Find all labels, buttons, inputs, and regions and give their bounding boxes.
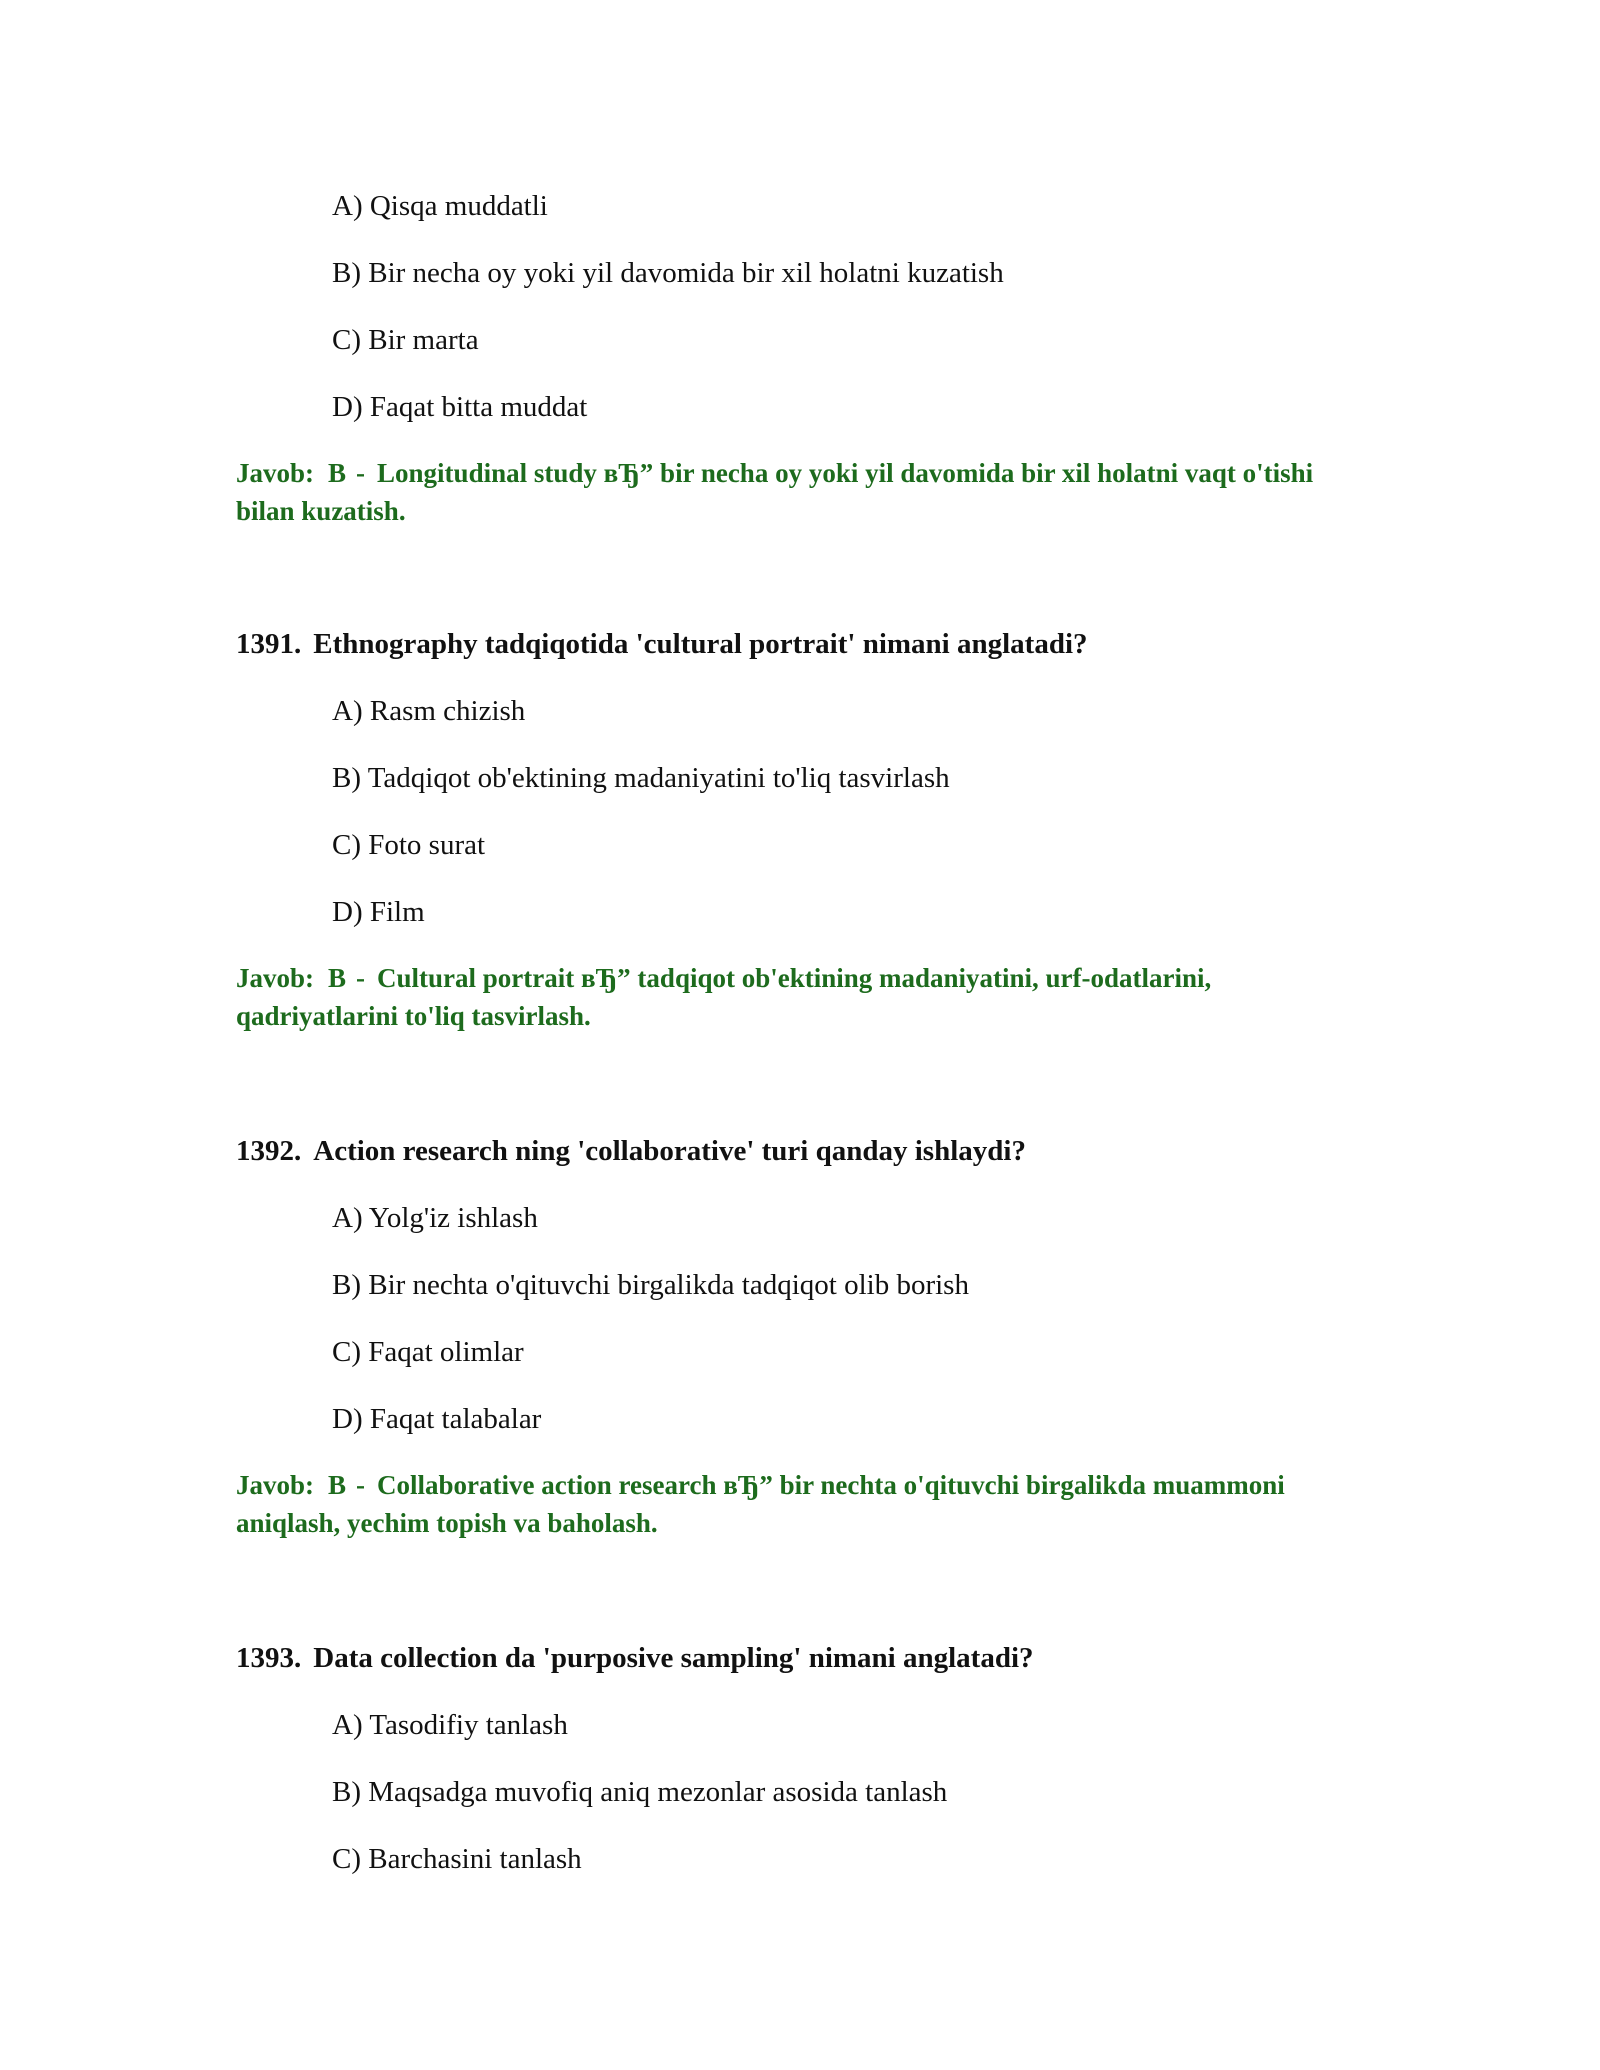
- question-text: Action research ning 'collaborative' turi qanday ishlaydi?: [313, 1135, 1026, 1167]
- question-title: [236, 1133, 1026, 1169]
- answer-text: [236, 959, 1346, 1035]
- option-c: C) Foto surat: [332, 829, 486, 861]
- answer-label: Javob:: [236, 1470, 315, 1500]
- question-number: 1392.: [236, 1135, 302, 1167]
- option-b: B) Maqsadga muvofiq aniq mezonlar asosida tanlash: [332, 1776, 948, 1808]
- answer-dash: -: [356, 458, 366, 488]
- answer-label: Javob:: [236, 963, 315, 993]
- answer-explanation: Longitudinal study вЂ” bir necha oy yoki yil davomida bir xil holatni vaqt o'tishi bilan kuzatish.: [236, 458, 1314, 526]
- answer-label: Javob:: [236, 458, 315, 488]
- question-title: [236, 1640, 1034, 1676]
- option-a: A) Tasodifiy tanlash: [332, 1709, 568, 1741]
- answer-dash: -: [356, 963, 366, 993]
- option-c: C) Bir marta: [332, 324, 479, 356]
- answer-dash: -: [356, 1470, 366, 1500]
- option-a: A) Yolg'iz ishlash: [332, 1202, 538, 1234]
- answer-letter: B: [328, 1470, 347, 1500]
- option-a: A) Rasm chizish: [332, 695, 526, 727]
- option-d: D) Faqat talabalar: [332, 1403, 542, 1435]
- option-b: B) Bir nechta o'qituvchi birgalikda tadqiqot olib borish: [332, 1269, 969, 1301]
- question-text: Ethnography tadqiqotida 'cultural portrait' nimani anglatadi?: [313, 628, 1088, 660]
- option-c: C) Barchasini tanlash: [332, 1843, 582, 1875]
- question-number: 1393.: [236, 1642, 302, 1674]
- answer-letter: B: [328, 458, 347, 488]
- option-c: C) Faqat olimlar: [332, 1336, 524, 1368]
- option-b: B) Bir necha oy yoki yil davomida bir xil holatni kuzatish: [332, 257, 1004, 289]
- answer-explanation: Collaborative action research вЂ” bir nechta o'qituvchi birgalikda muammoni aniqlash, yechim topish va baholash.: [236, 1470, 1285, 1538]
- answer-explanation: Cultural portrait вЂ” tadqiqot ob'ektining madaniyatini, urf-odatlarini, qadriyatlarini to'liq tasvirlash.: [236, 963, 1212, 1031]
- question-number: 1391.: [236, 628, 302, 660]
- option-a: A) Qisqa muddatli: [332, 190, 548, 222]
- question-text: Data collection da 'purposive sampling' nimani anglatadi?: [313, 1642, 1034, 1674]
- question-title: [236, 626, 1088, 662]
- option-d: D) Film: [332, 896, 425, 928]
- option-d: D) Faqat bitta muddat: [332, 391, 588, 423]
- answer-text: [236, 1466, 1366, 1542]
- option-b: B) Tadqiqot ob'ektining madaniyatini to'liq tasvirlash: [332, 762, 950, 794]
- answer-letter: B: [328, 963, 347, 993]
- answer-text: [236, 454, 1346, 530]
